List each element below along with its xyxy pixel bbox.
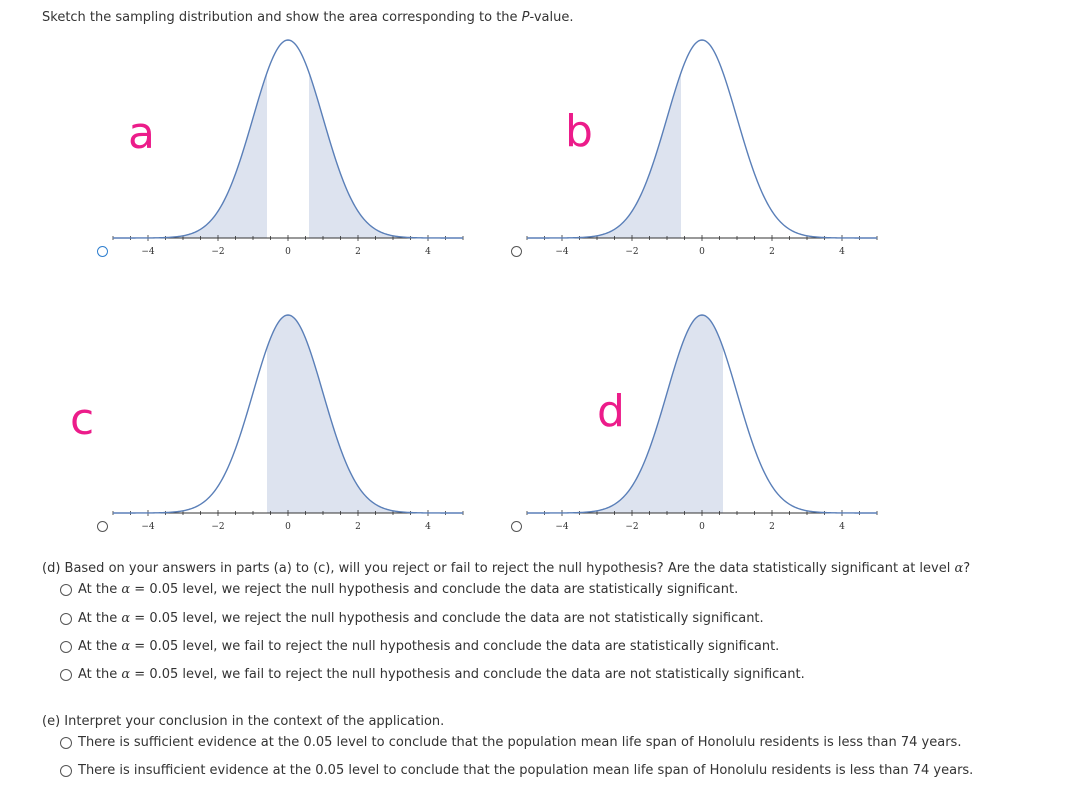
x-tick-label: 2 [355,522,361,532]
x-tick-label: 2 [355,247,361,257]
question-d-option[interactable] [60,582,738,597]
option-label: There is sufficient evidence at the 0.05 level to conclude that the population mean life span of Honolulu residents is less than 74 years. [78,735,962,750]
x-tick-label: 0 [699,247,705,257]
x-tick-label: −2 [211,522,225,532]
x-tick-label: 0 [285,247,291,257]
plot-option-d-label: d [597,386,625,437]
question-d-option[interactable] [60,639,779,654]
plot-option-b-radio[interactable] [511,246,522,257]
plot-option-a-radio[interactable] [97,246,108,257]
option-label: At the α = 0.05 level, we reject the null hypothesis and conclude the data are statistically significant. [78,582,739,597]
x-tick-label: −2 [211,247,225,257]
x-tick-label: 0 [699,522,705,532]
x-tick-label: −4 [555,247,569,257]
plot-option-a-label: a [128,108,155,159]
x-tick-label: 4 [839,522,845,532]
question-d-option[interactable] [60,667,805,682]
x-tick-label: −4 [141,522,155,532]
shaded-region [527,73,681,238]
x-tick-label: 2 [769,247,775,257]
x-tick-label: 4 [425,522,431,532]
normal-curve [113,40,463,238]
question-d-prompt: (d) Based on your answers in parts (a) to (c), will you reject or fail to reject the null hypothesis? Are the data statistically significant at level α? [42,561,971,576]
question-d-option[interactable] [60,611,764,626]
x-tick-label: −2 [625,522,639,532]
x-tick-label: 4 [425,247,431,257]
plot-option-c-label: c [70,394,95,445]
radio-button[interactable] [60,737,72,749]
x-tick-label: −2 [625,247,639,257]
option-label: At the α = 0.05 level, we reject the null hypothesis and conclude the data are not statistically significant. [78,611,764,626]
plot-option-b-label: b [565,106,593,157]
plot-option-c-radio[interactable] [97,521,108,532]
x-tick-label: 4 [839,247,845,257]
shaded-region [527,315,723,513]
radio-button[interactable] [60,669,72,681]
option-label: At the α = 0.05 level, we fail to reject the null hypothesis and conclude the data are statistically significant. [78,639,780,654]
instruction-text: Sketch the sampling distribution and show the area corresponding to the P-value. [42,10,574,25]
shaded-region [309,73,463,238]
option-label: At the α = 0.05 level, we fail to reject the null hypothesis and conclude the data are not statistically significant. [78,667,805,682]
question-e-prompt: (e) Interpret your conclusion in the context of the application. [42,714,445,729]
x-tick-label: 0 [285,522,291,532]
radio-button[interactable] [60,641,72,653]
question-e-option[interactable] [60,763,973,778]
plot-option-c-chart [108,305,468,535]
plot-option-d-chart [522,305,882,535]
plot-option-a-chart [108,30,468,260]
radio-button[interactable] [60,613,72,625]
shaded-region [113,73,267,238]
x-tick-label: −4 [555,522,569,532]
x-tick-label: −4 [141,247,155,257]
shaded-region [267,315,463,513]
option-label: There is insufficient evidence at the 0.05 level to conclude that the population mean life span of Honolulu residents is less than 74 years. [78,763,974,778]
normal-curve [527,40,877,238]
plot-option-b-chart [522,30,882,260]
x-tick-label: 2 [769,522,775,532]
question-e-option[interactable] [60,735,961,750]
radio-button[interactable] [60,584,72,596]
plot-option-d-radio[interactable] [511,521,522,532]
radio-button[interactable] [60,765,72,777]
